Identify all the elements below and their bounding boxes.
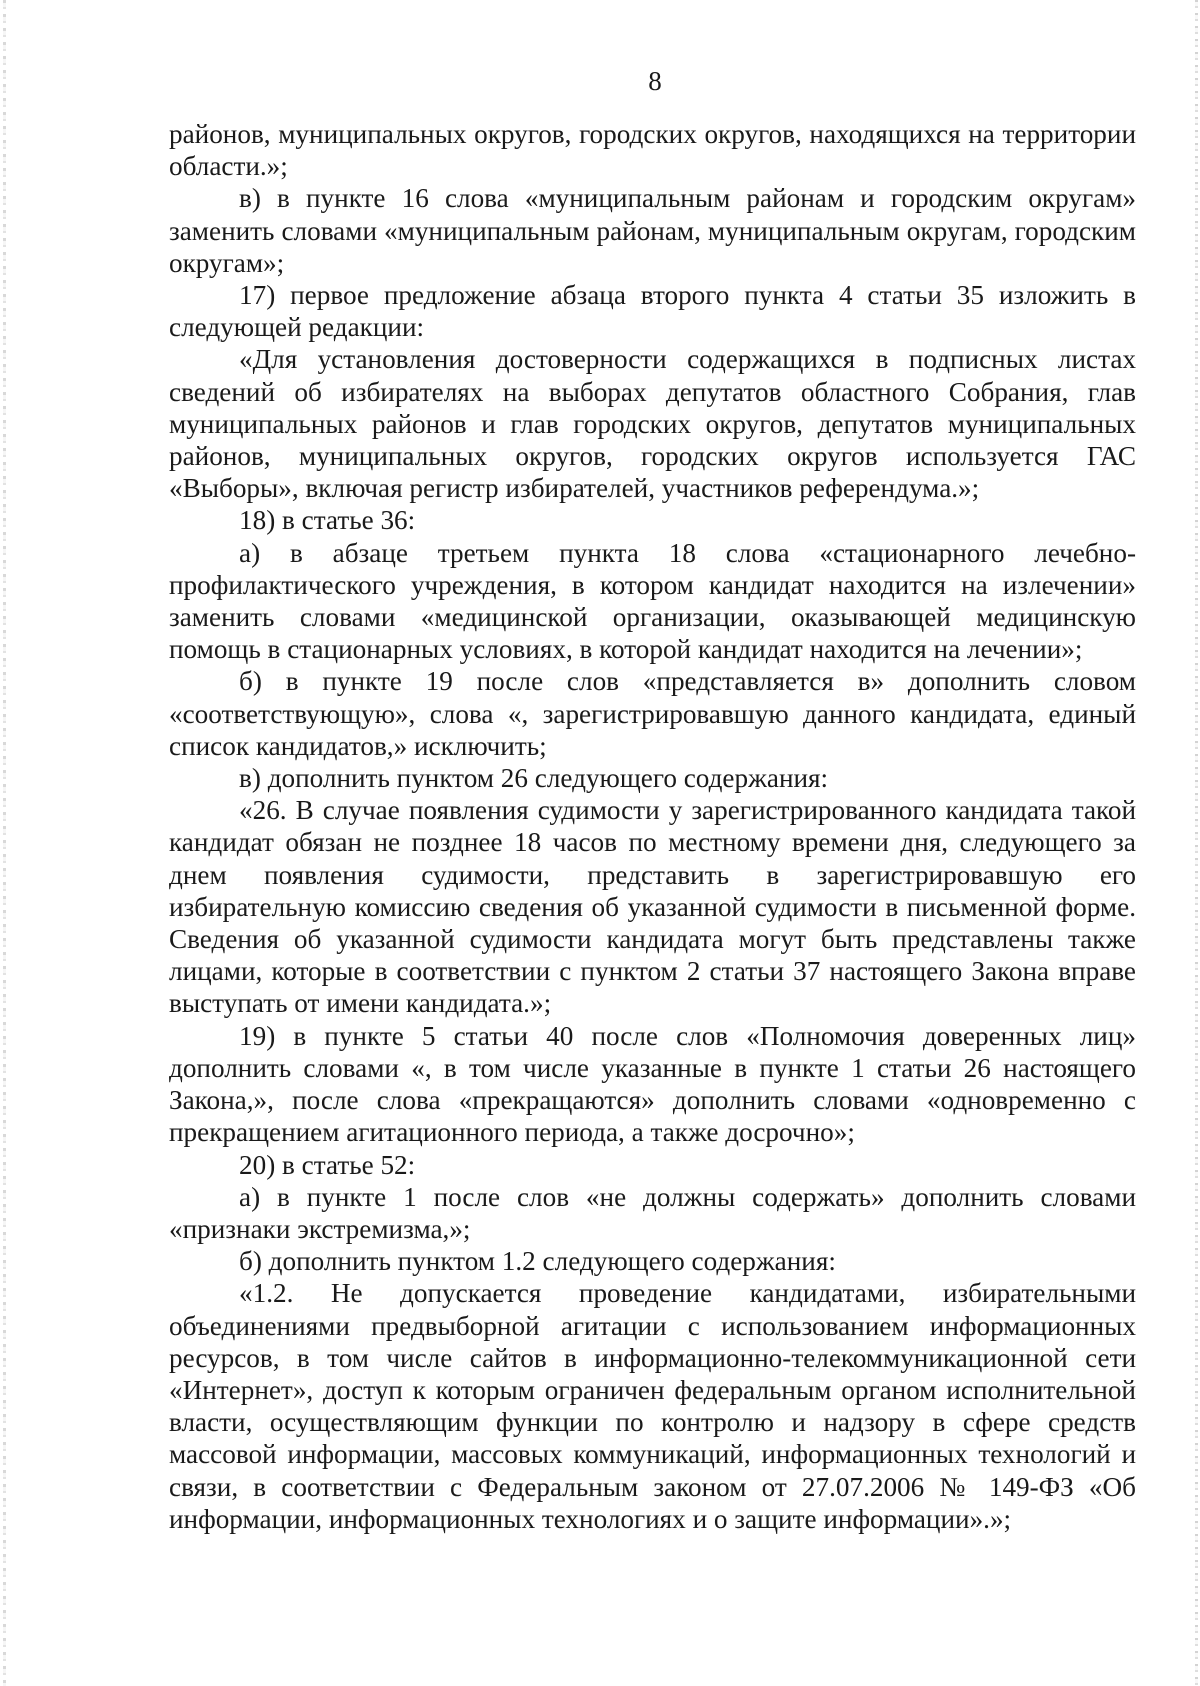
paragraph-item-20: 20) в статье 52: — [239, 1149, 416, 1180]
paragraph-item-b-1-2: б) дополнить пунктом 1.2 следующего содержания: — [239, 1246, 836, 1277]
document-body — [169, 118, 1136, 1535]
paragraph-item-a-18: а) в абзаце третьем пункта 18 слова «стационарного лечебно-профилактического учреждения, в котором кандидат находится на излечении» заменить словами «медицинской организации, оказывающей медицинскую помощь в стационарных условиях, в которой кандидат находится на лечении»; — [169, 537, 1136, 665]
scan-edge-left — [3, 0, 6, 1686]
paragraph-quote-26: «26. В случае появления судимости у зарегистрированного кандидата такой кандидат обязан не позднее 18 часов по местному времени дня, следующего за днем появления судимости, представить в зарегистрировавшую его избирательную комиссию сведения об указанной судимости в письменной форме. Сведения об указанной судимости кандидата могут быть представлены также лицами, которые в соответствии с пунктом 2 статьи 37 настоящего Закона вправе выступать от имени кандидата.»; — [169, 795, 1136, 1019]
paragraph-item-18: 18) в статье 36: — [239, 505, 416, 536]
page-number: 8 — [648, 66, 662, 96]
paragraph-quote-1-2: «1.2. Не допускается проведение кандидатами, избирательными объединениями предвыборной агитации с использованием информационных ресурсов, в том числе сайтов в информационно-телекоммуникационной сети «Интернет», доступ к которым ограничен федеральным органом исполнительной власти, осуществляющим функции по контролю и надзору в сфере средств массовой информации, массовых коммуникаций, информационных технологий и связи, в соответствии с Федеральным законом от 27.07.2006 № 149-ФЗ «Об информации, информационных технологиях и о защите информации».»; — [169, 1278, 1136, 1534]
scan-edge-right — [1195, 0, 1198, 1686]
paragraph-item-v-26: в) дополнить пунктом 26 следующего содержания: — [239, 763, 829, 794]
paragraph-continuation: районов, муниципальных округов, городских округов, находящихся на территории области.»; — [169, 119, 1136, 182]
paragraph-item-a-1: а) в пункте 1 после слов «не должны содержать» дополнить словами «признаки экстремизма,»; — [169, 1181, 1136, 1244]
paragraph-quote-ras-verification: «Для установления достоверности содержащихся в подписных листах сведений об избирателях на выборах депутатов областного Собрания, глав муниципальных районов и глав городских округов, депутатов муниципальных районов, муниципальных округов, городских округов используется ГАС «Выборы», включая регистр избирателей, участников референдума.»; — [169, 344, 1136, 504]
paragraph-item-17: 17) первое предложение абзаца второго пункта 4 статьи 35 изложить в следующей редакции: — [169, 280, 1136, 343]
paragraph-item-v-16: в) в пункте 16 слова «муниципальным районам и городским округам» заменить словами «муниципальным районам, муниципальным округам, городским округам»; — [169, 183, 1136, 278]
paragraph-item-b-19: б) в пункте 19 после слов «представляется в» дополнить словом «соответствующую», слова «, зарегистрировавшую данного кандидата, единый список кандидатов,» исключить; — [169, 666, 1136, 761]
paragraph-item-19: 19) в пункте 5 статьи 40 после слов «Полномочия доверенных лиц» дополнить словами «, в том числе указанные в пункте 1 статьи 26 настоящего Закона,», после слова «прекращаются» дополнить словами «одновременно с прекращением агитационного периода, а также досрочно»; — [169, 1020, 1136, 1148]
